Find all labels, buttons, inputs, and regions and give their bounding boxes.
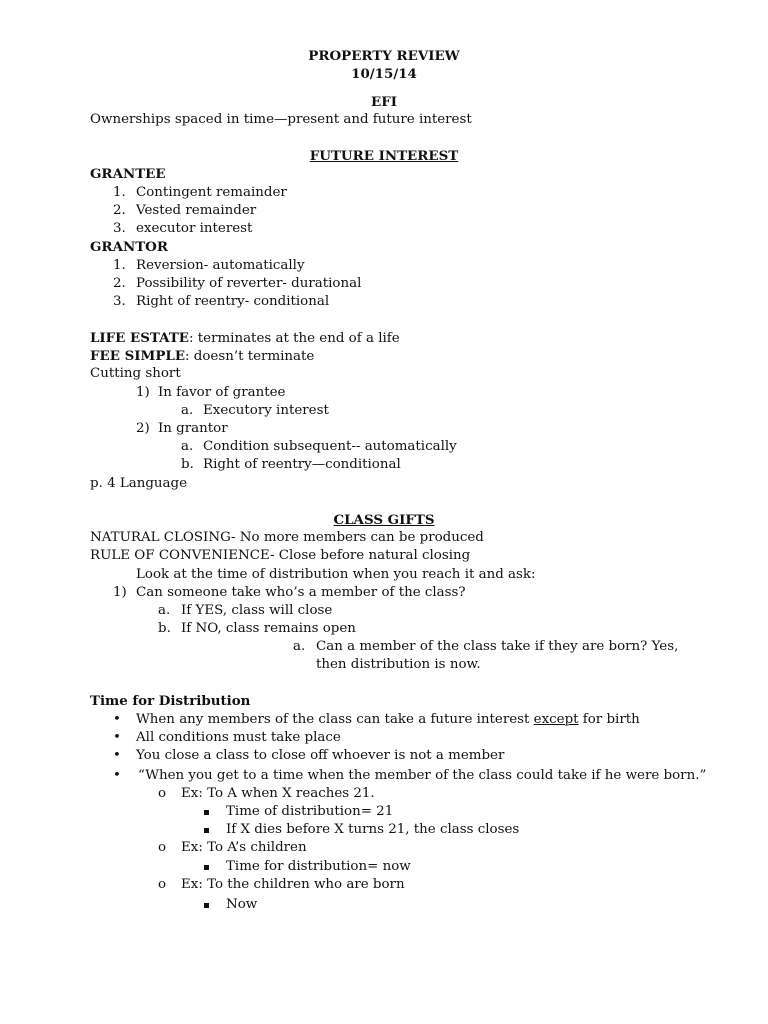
- bullet-icon: •: [113, 712, 121, 727]
- cutting-short-subitem: Executory interest: [203, 403, 329, 418]
- grantor-label: GRANTOR: [90, 239, 168, 255]
- life-estate-term: LIFE ESTATE: [90, 330, 189, 346]
- example-point: Time for distribution= now: [226, 859, 411, 874]
- list-marker: 2.: [113, 276, 126, 291]
- fee-simple-term: FEE SIMPLE: [90, 348, 186, 364]
- life-estate-definition: : terminates at the end of a life: [189, 331, 400, 346]
- cutting-short-item: In favor of grantee: [158, 385, 286, 400]
- efi-definition: Ownerships spaced in time—present and future interest: [90, 112, 472, 127]
- circle-bullet-icon: o: [158, 786, 167, 801]
- bullet-item: “When you get to a time when the member of the class could take if he were born.”: [138, 768, 707, 783]
- fee-simple-definition: : doesn’t terminate: [185, 349, 315, 364]
- list-marker: a.: [293, 639, 306, 654]
- cutting-short-label: Cutting short: [90, 366, 181, 381]
- example-item: Ex: To the children who are born: [181, 877, 405, 892]
- list-marker: 1.: [113, 258, 126, 273]
- document-date: 10/15/14: [351, 66, 417, 82]
- bullet-icon: •: [113, 768, 121, 783]
- list-marker: 3.: [113, 294, 126, 309]
- example-item: Ex: To A’s children: [181, 840, 307, 855]
- class-answer: If NO, class remains open: [181, 621, 356, 636]
- grantor-item: Reversion- automatically: [136, 258, 305, 273]
- page-reference: p. 4 Language: [90, 476, 188, 491]
- distribution-intro: Look at the time of distribution when you reach it and ask:: [136, 567, 536, 582]
- future-interest-heading: FUTURE INTEREST: [309, 148, 459, 164]
- bullet-text: When any members of the class can take a future interest: [136, 712, 534, 727]
- list-marker: 1): [136, 385, 150, 400]
- grantee-label: GRANTEE: [90, 166, 166, 182]
- list-marker: 2): [136, 421, 150, 436]
- efi-heading: EFI: [371, 94, 397, 110]
- bullet-text: for birth: [578, 712, 640, 727]
- class-question: Can someone take who’s a member of the class?: [136, 585, 466, 600]
- grantor-item: Right of reentry- conditional: [136, 294, 330, 309]
- cutting-short-subitem: Right of reentry—conditional: [203, 457, 401, 472]
- sub-question-line-2: then distribution is now.: [316, 657, 481, 672]
- class-gifts-heading: CLASS GIFTS: [333, 512, 435, 528]
- bullet-item: You close a class to close off whoever is not a member: [136, 748, 505, 763]
- square-bullet-icon: [204, 803, 209, 821]
- cutting-short-subitem: Condition subsequent-- automatically: [203, 439, 457, 454]
- cutting-short-item: In grantor: [158, 421, 228, 436]
- grantee-item: Contingent remainder: [136, 185, 287, 200]
- grantee-item: executor interest: [136, 221, 253, 236]
- list-marker: b.: [181, 457, 194, 472]
- list-marker: 1): [113, 585, 127, 600]
- class-answer: If YES, class will close: [181, 603, 333, 618]
- list-marker: b.: [158, 621, 171, 636]
- square-bullet-icon: [204, 821, 209, 839]
- example-point: Now: [226, 897, 258, 912]
- document-title: PROPERTY REVIEW: [308, 48, 460, 64]
- underlined-word: except: [533, 712, 579, 727]
- rule-of-convenience-definition: RULE OF CONVENIENCE- Close before natural closing: [90, 548, 471, 563]
- circle-bullet-icon: o: [158, 877, 167, 892]
- fee-simple-line: [90, 347, 314, 366]
- grantee-item: Vested remainder: [136, 203, 257, 218]
- time-for-distribution-heading: Time for Distribution: [90, 693, 251, 709]
- bullet-icon: •: [113, 730, 121, 745]
- list-marker: a.: [181, 439, 194, 454]
- bullet-item: All conditions must take place: [136, 730, 341, 745]
- grantor-item: Possibility of reverter- durational: [136, 276, 362, 291]
- natural-closing-definition: NATURAL CLOSING- No more members can be produced: [90, 530, 484, 545]
- list-marker: a.: [158, 603, 171, 618]
- list-marker: a.: [181, 403, 194, 418]
- list-marker: 1.: [113, 185, 126, 200]
- example-point: If X dies before X turns 21, the class closes: [226, 822, 520, 837]
- sub-question-line-1: Can a member of the class take if they are born? Yes,: [316, 639, 679, 654]
- circle-bullet-icon: o: [158, 840, 167, 855]
- example-item: Ex: To A when X reaches 21.: [181, 786, 375, 801]
- life-estate-line: [90, 329, 400, 348]
- list-marker: 2.: [113, 203, 126, 218]
- square-bullet-icon: [204, 858, 209, 876]
- bullet-icon: •: [113, 748, 121, 763]
- square-bullet-icon: [204, 896, 209, 914]
- bullet-item: [136, 711, 640, 729]
- list-marker: 3.: [113, 221, 126, 236]
- example-point: Time of distribution= 21: [226, 804, 394, 819]
